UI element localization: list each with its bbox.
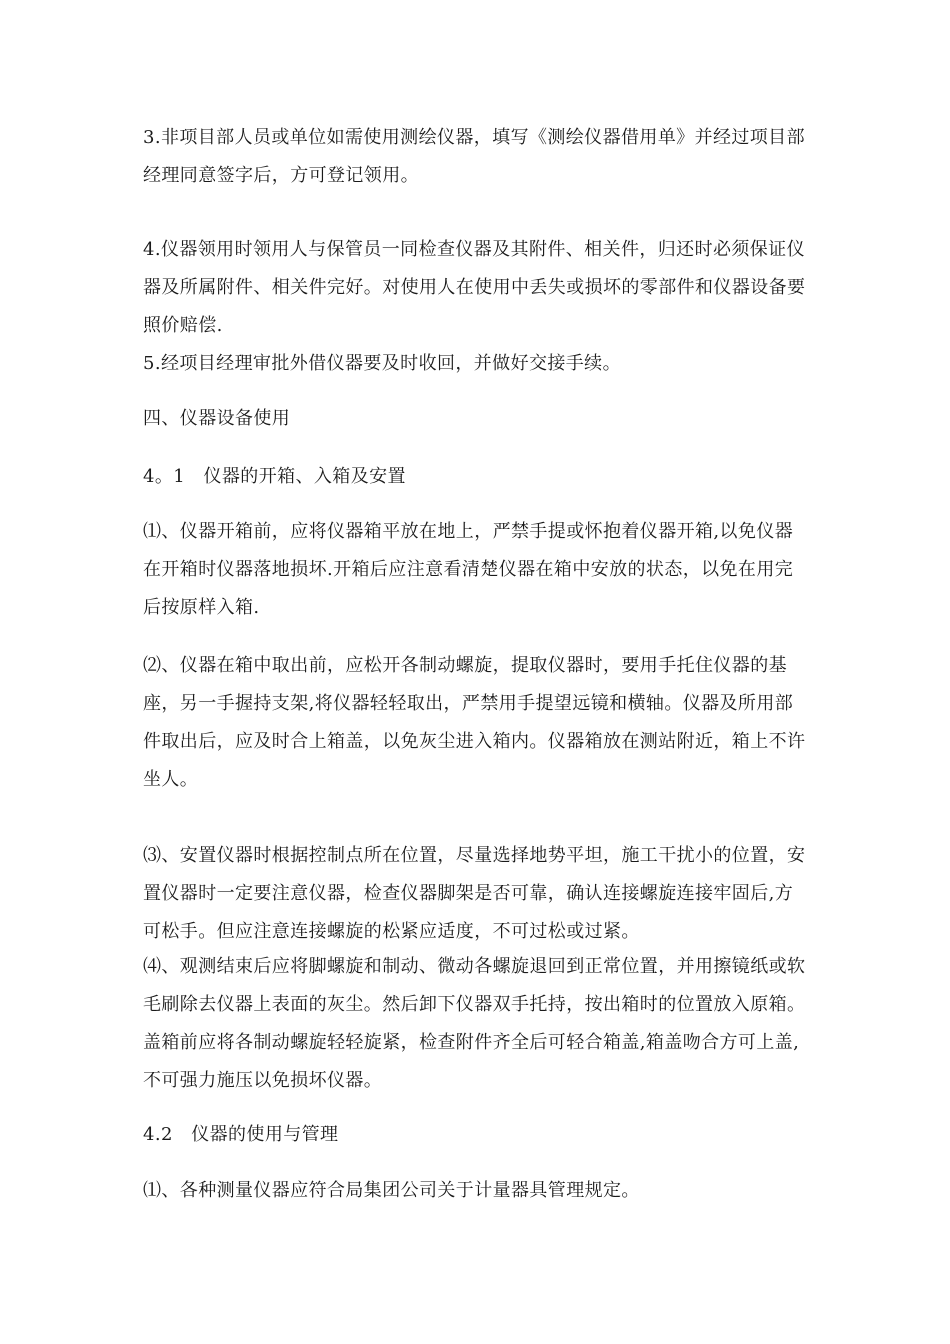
paragraph-item-3: ⑶、安置仪器时根据控制点所在位置，尽量选择地势平坦，施工干扰小的位置，安置仪器时一定要注意仪器，检查仪器脚架是否可靠，确认连接螺旋连接牢固后,方可松手。但应注意连接螺旋的松紧应适度，不可过松或过紧。 (143, 845, 806, 942)
paragraph-item-1: ⑴、仪器开箱前，应将仪器箱平放在地上，严禁手提或怀抱着仪器开箱,以免仪器在开箱时仪器落地损坏.开箱后应注意看清楚仪器在箱中安放的状态，以免在用完后按原样入箱. (143, 521, 794, 618)
paragraph-item-4-2-1: ⑴、各种测量仪器应符合局集团公司关于计量器具管理规定。 (143, 1180, 640, 1201)
paragraph-rule-4: 4.仪器领用时领用人与保管员一同检查仪器及其附件、相关件，归还时必须保证仪器及所属附件、相关件完好。对使用人在使用中丢失或损坏的零部件和仪器设备要照价赔偿. (143, 239, 806, 336)
paragraph-item-2: ⑵、仪器在箱中取出前，应松开各制动螺旋，提取仪器时，要用手托住仪器的基座，另一手握持支架,将仪器轻轻取出，严禁用手提望远镜和横轴。仪器及所用部件取出后，应及时合上箱盖，以免灰尘进入箱内。仪器箱放在测站附近，箱上不许坐人。 (143, 655, 806, 790)
section-heading-4: 四、仪器设备使用 (143, 408, 291, 429)
subsection-heading-4-2: 4.2 仪器的使用与管理 (143, 1124, 339, 1145)
paragraph-rule-5: 5.经项目经理审批外借仪器要及时收回，并做好交接手续。 (143, 353, 621, 374)
subsection-heading-4-1: 4。1 仪器的开箱、入箱及安置 (143, 466, 406, 487)
paragraph-item-4: ⑷、观测结束后应将脚螺旋和制动、微动各螺旋退回到正常位置，并用擦镜纸或软毛刷除去仪器上表面的灰尘。然后卸下仪器双手托持，按出箱时的位置放入原箱。盖箱前应将各制动螺旋轻轻旋紧，检查附件齐全后可轻合箱盖,箱盖吻合方可上盖,不可强力施压以免损坏仪器。 (143, 956, 806, 1091)
paragraph-rule-3: 3.非项目部人员或单位如需使用测绘仪器，填写《测绘仪器借用单》并经过项目部经理同意签字后，方可登记领用。 (143, 127, 805, 186)
